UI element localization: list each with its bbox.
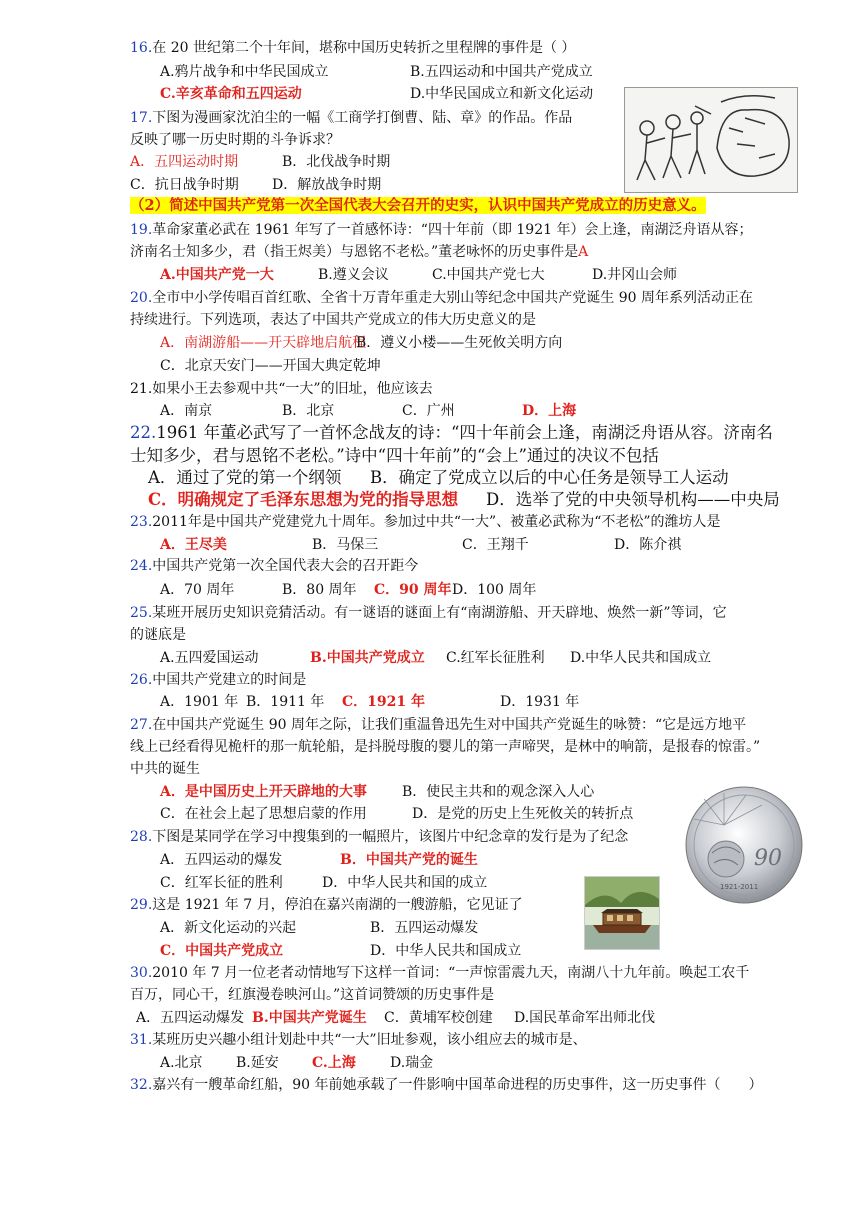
- q20-option-a: A．南湖游船——开天辟地启航程: [160, 335, 367, 351]
- q21-option-b: B．北京: [282, 403, 335, 419]
- q22-option-b: B．确定了党成立以后的中心任务是领导工人运动: [370, 468, 729, 487]
- q26-stem: 26.中国共产党建立的时间是: [130, 672, 307, 688]
- q23-option-c: C．王翔千: [462, 537, 529, 553]
- q25-stem-line2: 的谜底是: [130, 627, 186, 643]
- section-2-header: （2）简述中国共产党第一次全国代表大会召开的史实，认识中国共产党成立的历史意义。: [130, 197, 706, 214]
- q28-stem: 28.下图是某同学在学习中搜集到的一幅照片，该图片中纪念章的发行是为了纪念: [130, 829, 629, 845]
- q28-option-d: D．中华人民共和国的成立: [322, 875, 488, 891]
- q17-option-a: A．五四运动时期: [130, 154, 239, 170]
- q20-option-c: C．北京天安门——开国大典定乾坤: [160, 358, 381, 374]
- q22-stem-line1: 22.1961 年董必武写了一首怀念战友的诗：“四十年前会上逢，南湖泛舟语从容。济南名: [130, 423, 773, 442]
- q32-stem: 32.嘉兴有一艘革命红船，90 年前她承载了一件影响中国革命进程的历史事件，这一历史事件（ ）: [130, 1077, 763, 1093]
- q30-option-b: B.中国共产党诞生: [252, 1010, 367, 1026]
- q29-option-c: C．中国共产党成立: [160, 943, 284, 959]
- q24-option-d: D．100 周年: [452, 582, 537, 598]
- q24-option-b: B．80 周年: [282, 582, 357, 598]
- q30-option-c: C．黄埔军校创建: [384, 1010, 493, 1026]
- q17-option-d: D．解放战争时期: [272, 177, 382, 193]
- q29-option-d: D．中华人民共和国成立: [370, 943, 522, 959]
- q25-stem-line1: 25.某班开展历史知识竞猜活动。有一谜语的谜面上有“南湖游船、开天辟地、焕然一新”等词，它: [130, 605, 727, 621]
- q24-stem: 24.中国共产党第一次全国代表大会的召开距今: [130, 558, 419, 574]
- q20-stem-line1: 20.全市中小学传唱百首红歌、全省十万青年重走大别山等纪念中国共产党诞生 90 周年系列活动正在: [130, 290, 753, 306]
- q29-stem: 29.这是 1921 年 7 月，停泊在嘉兴南湖的一艘游船，它见证了: [130, 897, 523, 913]
- q21-option-d: D．上海: [522, 403, 577, 419]
- q27-option-a: A．是中国历史上开天辟地的大事: [160, 784, 367, 800]
- q22-option-d: D．选举了党的中央领导机构——中央局: [486, 490, 780, 509]
- q27-option-b: B．使民主共和的观念深入人心: [402, 784, 595, 800]
- q16-option-d: D.中华民国成立和新文化运动: [410, 86, 594, 102]
- q17-stem-line1: 17.下图为漫画家沈泊尘的一幅《工商学打倒曹、陆、章》的作品。作品: [130, 110, 573, 126]
- q31-option-b: B.延安: [236, 1055, 279, 1071]
- q16-option-c: C.辛亥革命和五四运动: [160, 86, 302, 102]
- q28-option-c: C．红军长征的胜利: [160, 875, 283, 891]
- red-boat-photo: [584, 876, 660, 950]
- q30-option-d: D.国民革命军出师北伐: [514, 1010, 656, 1026]
- q23-stem: 23.2011年是中国共产党建党九十周年。参加过中共“一大”、被董必武称为“不老松”的潍坊人是: [130, 514, 721, 530]
- coin-years: 1921-2011: [720, 883, 759, 891]
- q25-option-b: B.中国共产党成立: [310, 650, 425, 666]
- q17-stem-line2: 反映了哪一历史时期的斗争诉求？: [130, 132, 340, 148]
- q26-option-a: A．1901 年: [160, 694, 239, 710]
- q23-option-b: B．马保三: [312, 537, 379, 553]
- q31-option-d: D.瑞金: [390, 1055, 434, 1071]
- q21-option-a: A．南京: [160, 403, 213, 419]
- q20-option-b: B．遵义小楼——生死攸关明方向: [356, 335, 563, 351]
- q20-stem-line2: 持续进行。下列选项，表达了中国共产党成立的伟大历史意义的是: [130, 312, 536, 328]
- q27-option-d: D．是党的历史上生死攸关的转折点: [412, 806, 634, 822]
- q31-option-c: C.上海: [312, 1055, 356, 1071]
- q27-stem-line2: 线上已经看得见桅杆的那一航轮船，是抖脱母腹的婴儿的第一声啼哭，是林中的响箭，是报春的惊雷。”: [130, 739, 761, 755]
- q23-option-d: D．陈介祺: [614, 537, 682, 553]
- svg-text:90: 90: [754, 846, 782, 871]
- q26-option-d: D．1931 年: [500, 694, 580, 710]
- q31-stem: 31.某班历史兴趣小组计划赴中共“一大”旧址参观，该小组应去的城市是、: [130, 1032, 587, 1048]
- q19-option-c: C.中国共产党七大: [432, 267, 545, 283]
- q27-stem-line3: 中共的诞生: [130, 761, 200, 777]
- q26-option-c: C．1921 年: [342, 694, 425, 710]
- q21-option-c: C．广州: [402, 403, 455, 419]
- q27-stem-line1: 27.在中国共产党诞生 90 周年之际，让我们重温鲁迅先生对中国共产党诞生的咏赞：“它是远方地平: [130, 717, 747, 733]
- q30-option-a: A．五四运动爆发: [136, 1010, 245, 1026]
- q17-option-c: C．抗日战争时期: [130, 177, 239, 193]
- q25-option-d: D.中华人民共和国成立: [570, 650, 712, 666]
- q29-option-b: B．五四运动爆发: [370, 920, 479, 936]
- q17-option-b: B．北伐战争时期: [282, 154, 391, 170]
- q29-option-a: A．新文化运动的兴起: [160, 920, 297, 936]
- q16-option-b: B.五四运动和中国共产党成立: [410, 64, 593, 80]
- q25-option-c: C.红军长征胜利: [446, 650, 545, 666]
- q28-option-a: A．五四运动的爆发: [160, 852, 283, 868]
- q24-option-a: A．70 周年: [160, 582, 235, 598]
- q16-stem: 16.在 20 世纪第二个十年间，堪称中国历史转折之里程牌的事件是（ ）: [130, 40, 576, 56]
- q21-stem: 21.如果小王去参观中共“一大”的旧址，他应该去: [130, 381, 433, 397]
- cartoon-image: [624, 87, 798, 193]
- q19-stem-line2: 济南名士知多少，君（指王烬美）与恩铭不老松。”董老咏怀的历史事件是A: [130, 244, 589, 260]
- q16-option-a: A.鸦片战争和中华民国成立: [160, 64, 329, 80]
- commemorative-coin-image: [684, 785, 804, 905]
- q25-option-a: A.五四爱国运动: [160, 650, 259, 666]
- q30-stem-line2: 百万，同心干，红旗漫卷映河山。”这首词赞颂的历史事件是: [130, 987, 495, 1003]
- q22-stem-line2: 士知多少，君与恩铭不老松。”诗中“四十年前”的“会上”通过的决议不包括: [130, 446, 659, 465]
- q24-option-c: C．90 周年: [374, 582, 452, 598]
- q19-option-a: A.中国共产党一大: [160, 267, 274, 283]
- q19-option-b: B.遵义会议: [318, 267, 389, 283]
- q30-stem-line1: 30.2010 年 7 月一位老者动情地写下这样一首词：“一声惊雷震九天，南湖八十九年前。唤起工农千: [130, 965, 750, 981]
- q22-option-a: A．通过了党的第一个纲领: [148, 468, 342, 487]
- q31-option-a: A.北京: [160, 1055, 203, 1071]
- q22-option-c: C．明确规定了毛泽东思想为党的指导思想: [148, 490, 459, 509]
- q19-option-d: D.井冈山会师: [592, 267, 678, 283]
- q23-option-a: A．王尽美: [160, 537, 227, 553]
- q26-option-b: B．1911 年: [246, 694, 325, 710]
- q27-option-c: C．在社会上起了思想启蒙的作用: [160, 806, 367, 822]
- q28-option-b: B．中国共产党的诞生: [340, 852, 478, 868]
- q19-stem-line1: 19.革命家董必武在 1961 年写了一首感怀诗：“四十年前（即 1921 年）会上逢，南湖泛舟语从容；: [130, 222, 753, 238]
